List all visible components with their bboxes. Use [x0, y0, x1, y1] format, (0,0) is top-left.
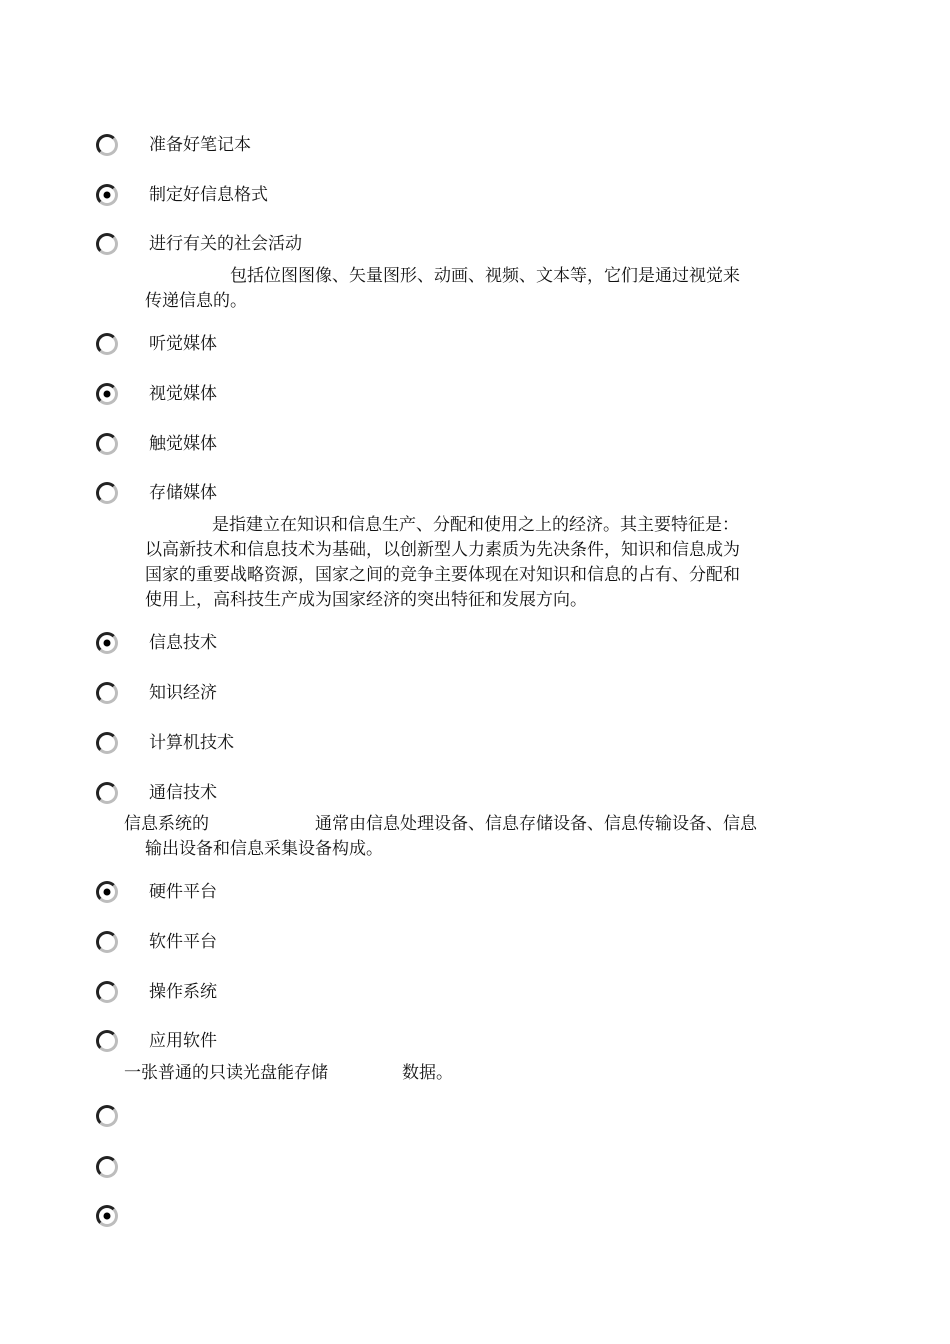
q3-option-3[interactable] [93, 728, 234, 758]
option-label: 触觉媒体 [149, 434, 217, 454]
q2-option-4[interactable] [93, 478, 217, 508]
q3-option-4[interactable] [93, 778, 217, 808]
radio-checked-icon[interactable] [96, 881, 118, 903]
radio-unchecked-icon[interactable] [96, 1105, 118, 1127]
q5-option-2[interactable] [93, 1152, 149, 1182]
option-label: 软件平台 [149, 932, 217, 952]
q4-option-1[interactable] [93, 877, 217, 907]
q2-option-1[interactable] [93, 329, 217, 359]
q4-question-text-suffix: 通常由信息处理设备、信息存储设备、信息传输设备、信息 [315, 814, 757, 834]
option-label: 制定好信息格式 [149, 185, 268, 205]
radio-unchecked-icon[interactable] [96, 1156, 118, 1178]
option-label: 准备好笔记本 [149, 135, 251, 155]
option-label: 计算机技术 [149, 733, 234, 753]
radio-checked-icon[interactable] [96, 383, 118, 405]
option-label: 硬件平台 [149, 882, 217, 902]
radio-unchecked-icon[interactable] [96, 233, 118, 255]
radio-unchecked-icon[interactable] [96, 732, 118, 754]
q5-option-3[interactable] [93, 1201, 149, 1231]
q3-option-2[interactable] [93, 678, 217, 708]
q5-question-text-suffix: 数据。 [402, 1063, 453, 1083]
option-label: 存储媒体 [149, 483, 217, 503]
q5-option-1[interactable] [93, 1101, 149, 1131]
q2-question-text-line-2: 传递信息的。 [145, 291, 247, 311]
radio-unchecked-icon[interactable] [96, 134, 118, 156]
option-label: 操作系统 [149, 982, 217, 1002]
q4-question-text-prefix: 信息系统的 [124, 814, 209, 834]
radio-checked-icon[interactable] [96, 1205, 118, 1227]
option-label: 听觉媒体 [149, 334, 217, 354]
radio-unchecked-icon[interactable] [96, 682, 118, 704]
q3-question-text-line-2: 以高新技术和信息技术为基础，以创新型人力素质为先决条件，知识和信息成为 [145, 540, 740, 560]
option-label: 信息技术 [149, 633, 217, 653]
option-label: 视觉媒体 [149, 384, 217, 404]
option-label: 通信技术 [149, 783, 217, 803]
radio-unchecked-icon[interactable] [96, 1030, 118, 1052]
q5-question-text-prefix: 一张普通的只读光盘能存储 [124, 1063, 328, 1083]
radio-checked-icon[interactable] [96, 184, 118, 206]
q4-option-4[interactable] [93, 1026, 217, 1056]
q2-question-text-line-1: 包括位图图像、矢量图形、动画、视频、文本等，它们是通过视觉来 [230, 266, 740, 286]
q4-option-2[interactable] [93, 927, 217, 957]
option-label: 应用软件 [149, 1031, 217, 1051]
radio-unchecked-icon[interactable] [96, 433, 118, 455]
q1-option-3[interactable] [93, 229, 302, 259]
q3-question-text-line-4: 使用上，高科技生产成为国家经济的突出特征和发展方向。 [145, 590, 587, 610]
option-label: 进行有关的社会活动 [149, 234, 302, 254]
q1-option-1[interactable] [93, 130, 251, 160]
radio-unchecked-icon[interactable] [96, 782, 118, 804]
q3-question-text-line-3: 国家的重要战略资源，国家之间的竞争主要体现在对知识和信息的占有、分配和 [145, 565, 740, 585]
q3-question-text-line-1: 是指建立在知识和信息生产、分配和使用之上的经济。其主要特征是： [212, 515, 739, 535]
q3-option-1[interactable] [93, 628, 217, 658]
radio-unchecked-icon[interactable] [96, 981, 118, 1003]
option-label: 知识经济 [149, 683, 217, 703]
q2-option-2[interactable] [93, 379, 217, 409]
radio-unchecked-icon[interactable] [96, 333, 118, 355]
radio-checked-icon[interactable] [96, 632, 118, 654]
q4-option-3[interactable] [93, 977, 217, 1007]
q1-option-2[interactable] [93, 180, 268, 210]
q2-option-3[interactable] [93, 429, 217, 459]
radio-unchecked-icon[interactable] [96, 931, 118, 953]
radio-unchecked-icon[interactable] [96, 482, 118, 504]
q4-question-text-line-2: 输出设备和信息采集设备构成。 [145, 839, 383, 859]
